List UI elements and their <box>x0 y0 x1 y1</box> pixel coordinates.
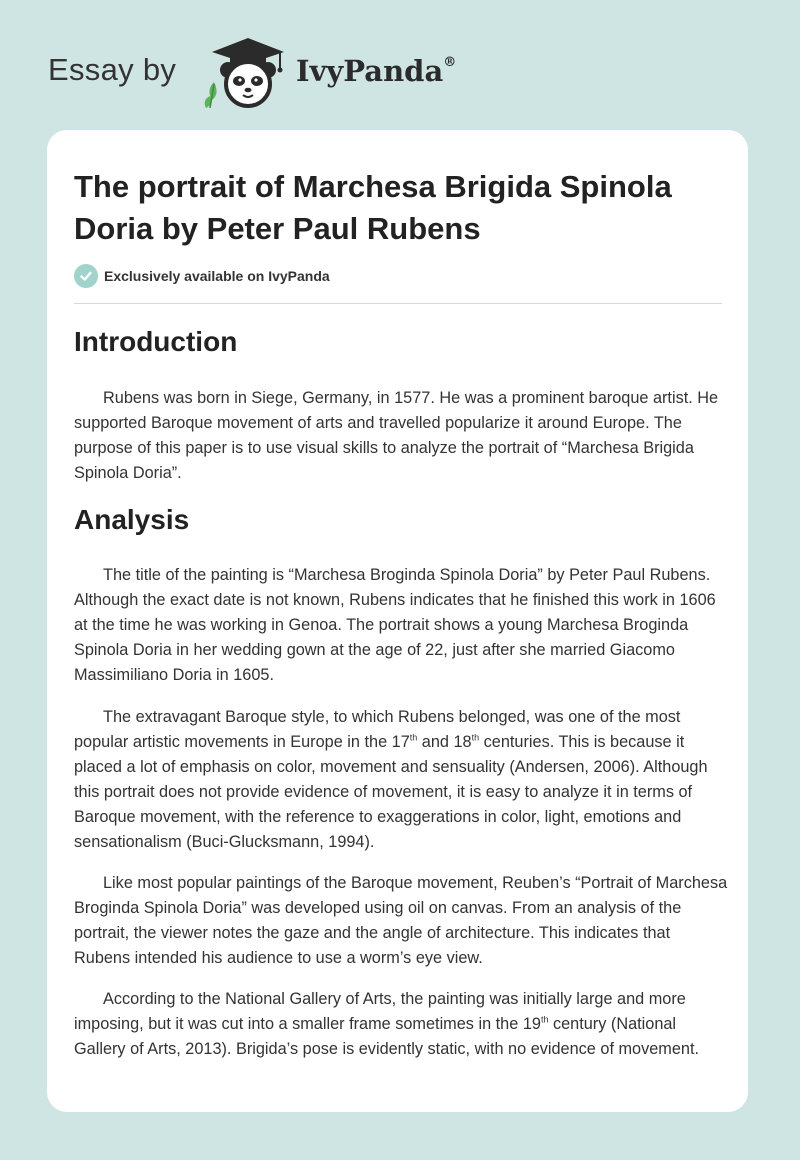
page-title: The portrait of Marchesa Brigida Spinola Doria by Peter Paul Rubens <box>74 169 672 246</box>
brand-name[interactable]: IvyPanda® <box>296 54 457 88</box>
paragraph: Rubens was born in Siege, Germany, in 1577. He was a prominent baroque artist. He supported Baroque movement of arts and travelled popularize it around Europe. The purpose of this paper is to use visual skills to analyze the portrait of “Marchesa Brigida Spinola Doria”. <box>74 389 719 482</box>
paragraph: Like most popular paintings of the Baroque movement, Reuben’s “Portrait of Marchesa Broginda Spinola Doria” was developed using oil on canvas. From an analysis of the portrait, the viewer notes the gaze and the angle of architecture. This indicates that Rubens intended his audience to use a worm’s eye view. <box>74 874 728 967</box>
section-heading-introduction: Introduction <box>74 326 238 357</box>
exclusive-label: Exclusively available on IvyPanda <box>104 268 330 284</box>
divider <box>74 303 722 304</box>
ivypanda-logo-icon[interactable] <box>200 34 296 110</box>
paragraph: According to the National Gallery of Arts, the painting was initially large and more imposing, but it was cut into a smaller frame sometimes in the 19th century (National Gallery of Arts, 2013). Brigida’s pose is evidently static, with no evidence of movement. <box>74 990 700 1058</box>
exclusive-badge <box>74 263 330 289</box>
paragraph: The title of the painting is “Marchesa Broginda Spinola Doria” by Peter Paul Rubens. Although the exact date is not known, Rubens indicates that he finished this work in 1606 at the time he was working in Genoa. The portrait shows a young Marchesa Broginda Spinola Doria in her wedding gown at the age of 22, just after she married Giacomo Massimiliano Doria in 1605. <box>74 566 716 684</box>
site-header <box>0 0 800 130</box>
section-heading-analysis: Analysis <box>74 504 190 535</box>
checkmark-icon <box>74 264 98 288</box>
essay-card <box>47 130 748 1112</box>
paragraph: The extravagant Baroque style, to which Rubens belonged, was one of the most popular artistic movements in Europe in the 17th and 18th centuries. This is because it placed a lot of emphasis on color, movement and sensuality (Andersen, 2006). Although this portrait does not provide evidence of movement, it is easy to analyze it in terms of Baroque movement, with the reference to exaggerations in color, light, emotions and sensationalism (Buci-Glucksmann, 1994). <box>74 708 708 851</box>
essay-by-label: Essay by <box>48 52 177 87</box>
